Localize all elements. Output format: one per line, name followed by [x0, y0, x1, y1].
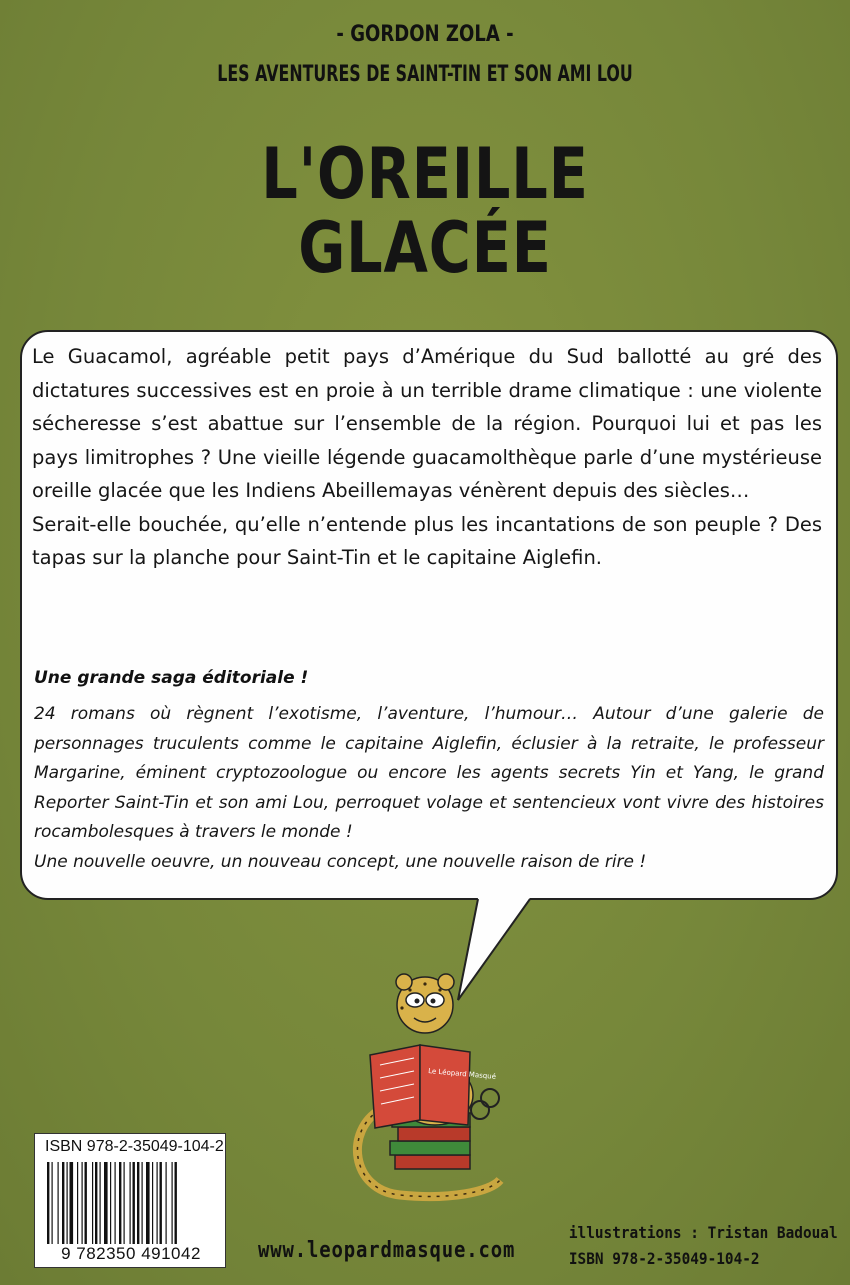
book-summary	[32, 340, 822, 575]
barcode-icon	[45, 1162, 217, 1244]
leopard-reading-book-illustration	[340, 960, 510, 1210]
barcode-isbn-label: ISBN 978-2-35049-104-2	[45, 1138, 224, 1155]
isbn-credit: ISBN 978-2-35049-104-2	[569, 1249, 760, 1268]
saga-description	[34, 700, 824, 877]
credits-block	[569, 1220, 838, 1272]
publisher-website: www.leopardmasque.com	[258, 1238, 516, 1263]
barcode-box	[34, 1133, 226, 1268]
summary-paragraph-2: Serait-elle bouchée, qu’elle n’entende plus les incantations de son peuple ? Des tapas sur la planche pour Saint-Tin et le capitaine Aiglefin.	[32, 512, 822, 569]
saga-paragraph-2: Une nouvelle oeuvre, un nouveau concept, une nouvelle raison de rire !	[34, 851, 647, 872]
author-name: - GORDON ZOLA -	[336, 22, 514, 47]
mascot-book-label: Le Léopard Masqué	[427, 1067, 497, 1081]
illustrator-credit: illustrations : Tristan Badoual	[569, 1223, 838, 1242]
saga-heading: Une grande saga éditoriale !	[34, 668, 309, 688]
summary-paragraph-1: Le Guacamol, agréable petit pays d’Amérique du Sud ballotté au gré des dictatures successives est en proie à un terrible drame climatique : une violente sécheresse s’est abattue sur l’ensemble de la région. Pourquoi lui et pas les pays limitrophes ? Une vieille légende guacamolthèque parle d’une mystérieuse oreille glacée que les Indiens Abeillemayas vénèrent depuis des siècles…	[32, 345, 822, 502]
book-title-line1: L'OREILLE	[261, 133, 589, 215]
book-title-line2: GLACÉE	[298, 207, 552, 289]
barcode-digits: 9 782350 491042	[61, 1244, 201, 1263]
saga-paragraph-1: 24 romans où règnent l’exotisme, l’aventure, l’humour… Autour d’une galerie de personnages truculents comme le capitaine Aiglefin, éclusier à la retraite, le professeur Margarine, éminent cryptozoologue ou encore les agents secrets Yin et Yang, le grand Reporter Saint-Tin et son ami Lou, perroquet volage et sentencieux vont vivre des histoires rocambolesques à travers le monde !	[34, 704, 824, 842]
series-title: LES AVENTURES DE SAINT-TIN ET SON AMI LOU	[217, 62, 633, 87]
